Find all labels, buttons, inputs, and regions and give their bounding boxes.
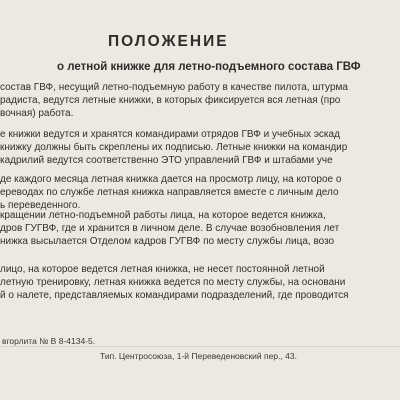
- text-line: дров ГУГВФ, где и хранится в личном деле. В случае возобновления лет: [0, 223, 340, 234]
- paragraph-5: [0, 263, 400, 302]
- text-line: й о налете, представляемых командирами подразделений, где проводится: [0, 290, 349, 301]
- printer-imprint: Тип. Центросоюза, 1-й Переведеновский пер., 43.: [100, 351, 297, 361]
- text-line: ереводах по службе летная книжка направляется вместе с личным дело: [0, 187, 339, 198]
- page-title: ПОЛОЖЕНИЕ: [108, 33, 229, 50]
- text-line: лицо, на которое ведется летная книжка, не несет постоянной летной: [0, 264, 325, 275]
- divider: [0, 346, 400, 347]
- text-line: радиста, ведутся летные книжки, в которых фиксируется вся летная (про: [0, 95, 341, 106]
- text-line: летную тренировку, летная книжка ведется по месту службы, на основани: [0, 277, 346, 288]
- text-line: состав ГВФ, несущий летно-подъемную работу в качестве пилота, штурма: [0, 82, 348, 93]
- paragraph-3: [0, 173, 400, 212]
- paragraph-4: [0, 209, 400, 248]
- text-line: кращении летно-подъемной работы лица, на которое ведется книжка,: [0, 210, 326, 221]
- page-subtitle: о летной книжке для летно-подъемного состава ГВФ: [57, 61, 361, 73]
- text-line: е книжки ведутся и хранятся командирами отрядов ГВФ и учебных эскад: [0, 129, 340, 140]
- text-line: де каждого месяца летная книжка дается на просмотр лицу, на которое о: [0, 174, 342, 185]
- text-line: ь переведенного.: [0, 200, 81, 211]
- censor-note: вгорлита № В 8-4134-5.: [2, 336, 96, 346]
- paragraph-1: [0, 81, 400, 120]
- text-line: нижка высылается Отделом кадров ГУГВФ по месту службы лица, возо: [0, 236, 335, 247]
- text-line: кадрилий ведутся соответственно ЭТО управлений ГВФ и штабами уче: [0, 155, 333, 166]
- paragraph-2: [0, 128, 400, 167]
- text-line: книжку должны быть скреплены их подписью. Летные книжки на командир: [0, 142, 348, 153]
- text-line: вочная) работа.: [0, 108, 74, 119]
